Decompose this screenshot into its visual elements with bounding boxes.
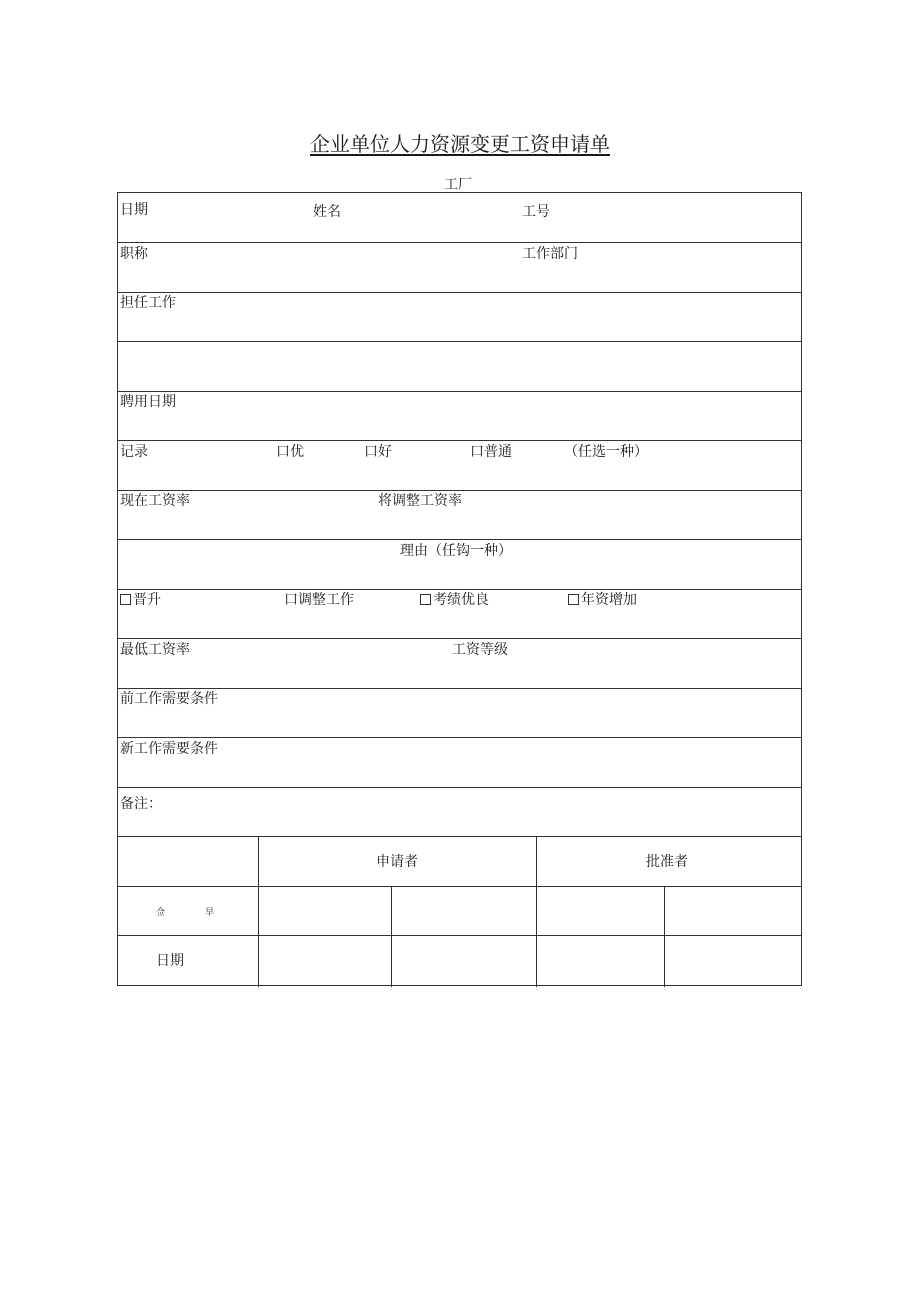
current-rate-label: 现在工资率 — [120, 493, 190, 509]
min-rate-label: 最低工资率 — [120, 642, 190, 658]
option-seniority[interactable] — [568, 592, 637, 608]
date-label: 日期 — [120, 202, 148, 218]
name-label: 姓名 — [313, 204, 341, 220]
choose-one-note: （任选一种） — [564, 444, 648, 460]
remarks-label: 备注： — [120, 796, 162, 812]
column-divider — [536, 836, 537, 987]
form-title: 企业单位人力资源变更工资申请单 — [310, 132, 610, 156]
row-divider — [118, 638, 801, 639]
performance-label: 考绩优良 — [433, 592, 489, 608]
record-label: 记录 — [120, 444, 148, 460]
row-divider — [118, 242, 801, 243]
row-divider — [118, 292, 801, 293]
option-promotion[interactable] — [120, 592, 161, 608]
row-divider — [118, 935, 801, 936]
employee-no-label: 工号 — [522, 204, 550, 220]
signature-label-right: 早 — [205, 908, 215, 918]
column-divider — [258, 836, 259, 987]
promotion-label: 晋升 — [133, 592, 161, 608]
option-performance[interactable] — [420, 592, 489, 608]
adjusted-rate-label: 将调整工资率 — [378, 493, 462, 509]
grade-label: 工资等级 — [452, 642, 508, 658]
current-job-label: 担任工作 — [120, 295, 176, 311]
job-title-label: 职称 — [120, 246, 148, 262]
option-adjust-job[interactable]: 口调整工作 — [284, 592, 354, 608]
row-divider — [118, 737, 801, 738]
reason-label: 理由（任钩一种） — [400, 543, 512, 559]
row-divider — [118, 440, 801, 441]
column-divider — [664, 886, 665, 987]
option-good[interactable]: 口好 — [364, 444, 392, 460]
row-divider — [118, 391, 801, 392]
salary-change-form — [117, 192, 802, 986]
row-divider — [118, 589, 801, 590]
department-label: 工作部门 — [522, 246, 578, 262]
row-divider — [118, 341, 801, 342]
row-divider — [118, 539, 801, 540]
applicant-header: 申请者 — [376, 854, 418, 870]
option-normal[interactable]: 口普通 — [470, 444, 512, 460]
row-divider — [118, 490, 801, 491]
checkbox-icon[interactable] — [120, 594, 131, 605]
signature-date-label: 日期 — [156, 953, 184, 969]
column-divider — [391, 886, 392, 987]
factory-label: 工厂 — [444, 177, 472, 193]
row-divider — [118, 688, 801, 689]
row-divider — [118, 836, 801, 837]
prev-requirements-label: 前工作需要条件 — [120, 691, 218, 707]
checkbox-icon[interactable] — [568, 594, 579, 605]
checkbox-icon[interactable] — [420, 594, 431, 605]
row-divider — [118, 886, 801, 887]
approver-header: 批准者 — [646, 854, 688, 870]
seniority-label: 年资增加 — [581, 592, 637, 608]
row-divider — [118, 787, 801, 788]
signature-label-left: 佥 — [156, 908, 166, 918]
option-excellent[interactable]: 口优 — [276, 444, 304, 460]
new-requirements-label: 新工作需要条件 — [120, 741, 218, 757]
hire-date-label: 聘用日期 — [120, 394, 176, 410]
